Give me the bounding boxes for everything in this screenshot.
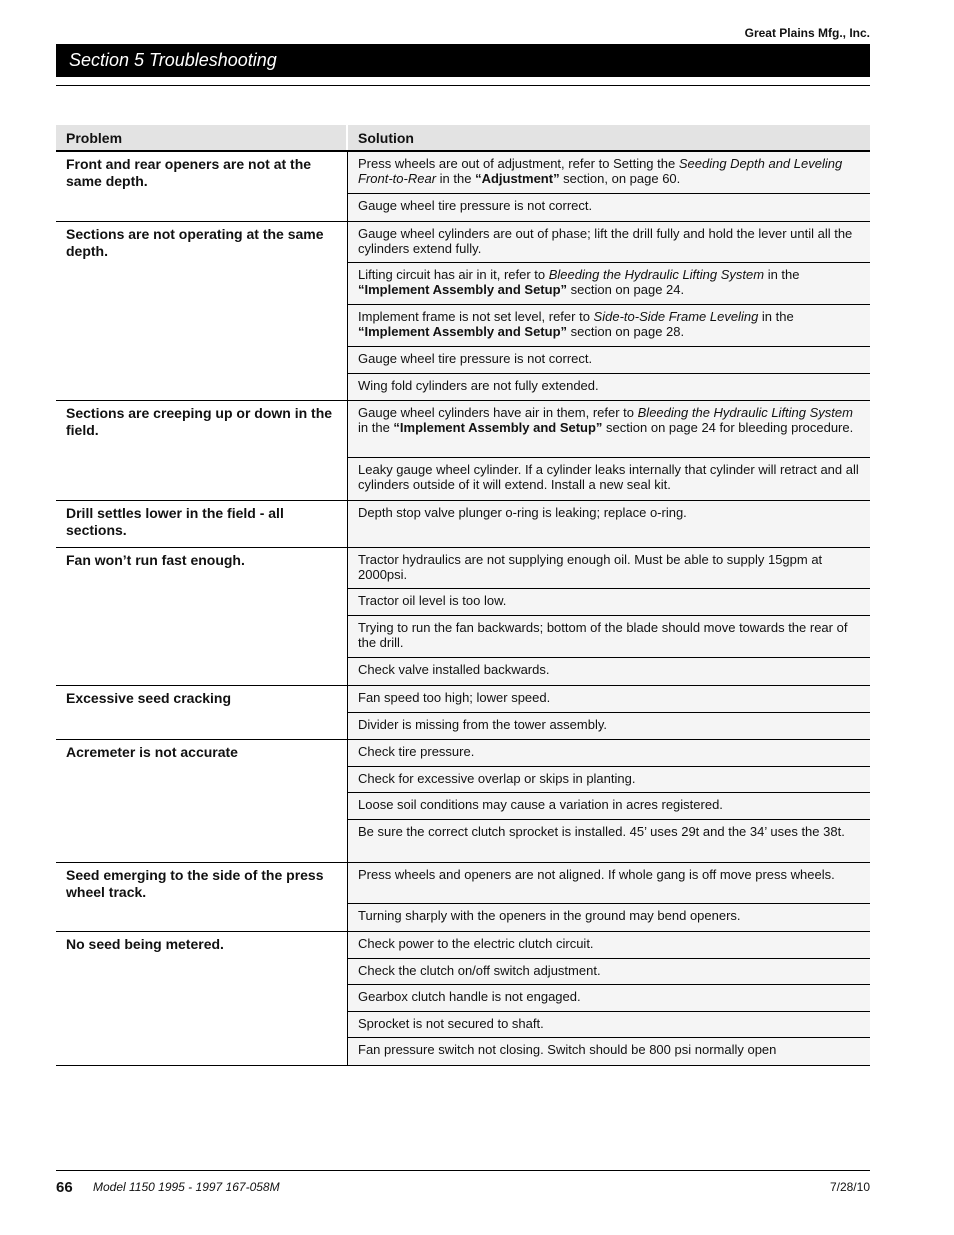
solution-cell [348, 713, 870, 739]
solution-text: Check tire pressure. [358, 744, 475, 759]
solution-cell [348, 820, 870, 862]
solution-cell [348, 985, 870, 1012]
solution-cell [348, 686, 870, 713]
solution-text: Loose soil conditions may cause a variation in acres registered. [358, 797, 723, 812]
problem-cell: Sections are not operating at the same depth. [56, 222, 348, 400]
solution-text: Tractor oil level is too low. [358, 593, 507, 608]
solution-list [348, 222, 870, 400]
table-row [56, 548, 870, 686]
solution-list [348, 686, 870, 739]
problem-cell: Sections are creeping up or down in the field. [56, 401, 348, 500]
solution-list [348, 932, 870, 1065]
solution-cell [348, 932, 870, 959]
problem-cell: Front and rear openers are not at the same depth. [56, 152, 348, 221]
solution-text: in the [758, 309, 794, 324]
solution-text: Gauge wheel tire pressure is not correct. [358, 351, 593, 366]
solution-text: Fan pressure switch not closing. Switch should be 800 psi normally open [358, 1042, 777, 1057]
solution-text: Implement frame is not set level, refer to [358, 309, 594, 324]
solution-list [348, 152, 870, 221]
solution-text: in the [436, 171, 476, 186]
model-info: Model 1150 1995 - 1997 167-058M [93, 1180, 280, 1194]
solution-text: Fan speed too high; lower speed. [358, 690, 551, 705]
solution-text: in the [358, 420, 394, 435]
column-header-solution: Solution [358, 130, 414, 146]
solution-list [348, 740, 870, 862]
column-header-problem: Problem [56, 125, 348, 150]
solution-cell [348, 263, 870, 305]
solution-cell [348, 1012, 870, 1038]
footer-divider [56, 1170, 870, 1171]
solution-text: Bleeding the Hydraulic Lifting System [637, 405, 853, 420]
problem-cell: Drill settles lower in the field - all sections. [56, 501, 348, 547]
solution-cell [348, 401, 870, 458]
solution-cell [348, 458, 870, 500]
solution-text: “Adjustment” [475, 171, 560, 186]
table-row [56, 401, 870, 501]
solution-text: Tractor hydraulics are not supplying enough oil. Must be able to supply 15gpm at 2000psi. [358, 552, 823, 582]
table-header [56, 125, 870, 152]
solution-text: Gauge wheel cylinders have air in them, refer to [358, 405, 638, 420]
table-row [56, 932, 870, 1066]
solution-text: Sprocket is not secured to shaft. [358, 1016, 544, 1031]
solution-cell [348, 767, 870, 793]
solution-text: Side-to-Side Frame Leveling [593, 309, 759, 324]
solution-cell [348, 347, 870, 374]
solution-cell [348, 740, 870, 767]
problem-cell: Seed emerging to the side of the press wheel track. [56, 863, 348, 931]
solution-text: Lifting circuit has air in it, refer to [358, 267, 549, 282]
solution-text: Check valve installed backwards. [358, 662, 550, 677]
solution-text: Gearbox clutch handle is not engaged. [358, 989, 581, 1004]
solution-text: Check for excessive overlap or skips in planting. [358, 771, 636, 786]
table-body [56, 152, 870, 1066]
table-row [56, 152, 870, 222]
solution-text: Wing fold cylinders are not fully extended. [358, 378, 599, 393]
solution-cell [348, 616, 870, 658]
solution-list [348, 548, 870, 685]
table-row [56, 740, 870, 863]
solution-text: Press wheels and openers are not aligned. If whole gang is off move press wheels. [358, 867, 835, 882]
solution-text: Leaky gauge wheel cylinder. If a cylinder leaks internally that cylinder will retract and all cylinders outside of it will extend. Install a new seal kit. [358, 462, 859, 492]
solution-cell [348, 1038, 870, 1065]
footer-date: 7/28/10 [829, 1180, 870, 1194]
solution-text: in the [764, 267, 800, 282]
solution-text: section, on page 60. [559, 171, 681, 186]
company-name: Great Plains Mfg., Inc. [744, 26, 870, 40]
table-row [56, 686, 870, 740]
solution-cell [348, 548, 870, 589]
table-row [56, 863, 870, 932]
problem-cell: Excessive seed cracking [56, 686, 348, 739]
solution-cell [348, 501, 870, 547]
solution-list [348, 863, 870, 931]
problem-cell: Acremeter is not accurate [56, 740, 348, 862]
solution-text: section on page 24. [567, 282, 685, 297]
solution-text: section on page 28. [567, 324, 685, 339]
solution-cell [348, 904, 870, 931]
solution-text: Be sure the correct clutch sprocket is installed. 45’ uses 29t and the 34’ uses the 38t. [358, 824, 845, 839]
problem-cell: No seed being metered. [56, 932, 348, 1065]
solution-cell [348, 194, 870, 221]
section-title: Section 5 Troubleshooting [69, 50, 277, 70]
solution-text: Check power to the electric clutch circuit. [358, 936, 594, 951]
solution-cell [348, 863, 870, 904]
troubleshooting-table [56, 125, 870, 1066]
solution-text: “Implement Assembly and Setup” [393, 420, 603, 435]
solution-text: Depth stop valve plunger o-ring is leaking; replace o-ring. [358, 505, 687, 520]
solution-text: Turning sharply with the openers in the ground may bend openers. [358, 908, 741, 923]
solution-text: Seeding Depth and Leveling Front-to-Rear [358, 156, 843, 186]
solution-cell [348, 305, 870, 347]
solution-text: Press wheels are out of adjustment, refer to Setting the [358, 156, 679, 171]
solution-text: Trying to run the fan backwards; bottom of the blade should move towards the rear of the drill. [358, 620, 848, 650]
table-row [56, 501, 870, 548]
solution-text: Gauge wheel tire pressure is not correct. [358, 198, 593, 213]
solution-cell [348, 374, 870, 400]
solution-cell [348, 589, 870, 616]
solution-cell [348, 152, 870, 194]
solution-list [348, 501, 870, 547]
solution-text: “Implement Assembly and Setup” [358, 324, 568, 339]
solution-text: Bleeding the Hydraulic Lifting System [548, 267, 765, 282]
solution-text: section on page 24 for bleeding procedure. [602, 420, 854, 435]
solution-text: “Implement Assembly and Setup” [358, 282, 568, 297]
solution-text: Check the clutch on/off switch adjustment. [358, 963, 601, 978]
solution-cell [348, 793, 870, 820]
problem-cell: Fan won’t run fast enough. [56, 548, 348, 685]
solution-list [348, 401, 870, 500]
section-header-bar [56, 44, 870, 77]
solution-cell [348, 658, 870, 685]
header-divider [56, 85, 870, 86]
solution-cell [348, 959, 870, 985]
solution-text: Divider is missing from the tower assembly. [358, 717, 607, 732]
table-row [56, 222, 870, 401]
solution-text: Gauge wheel cylinders are out of phase; lift the drill fully and hold the lever until all the cylinders extend fully. [358, 226, 853, 256]
solution-cell [348, 222, 870, 263]
page-number: 66 [56, 1179, 73, 1196]
